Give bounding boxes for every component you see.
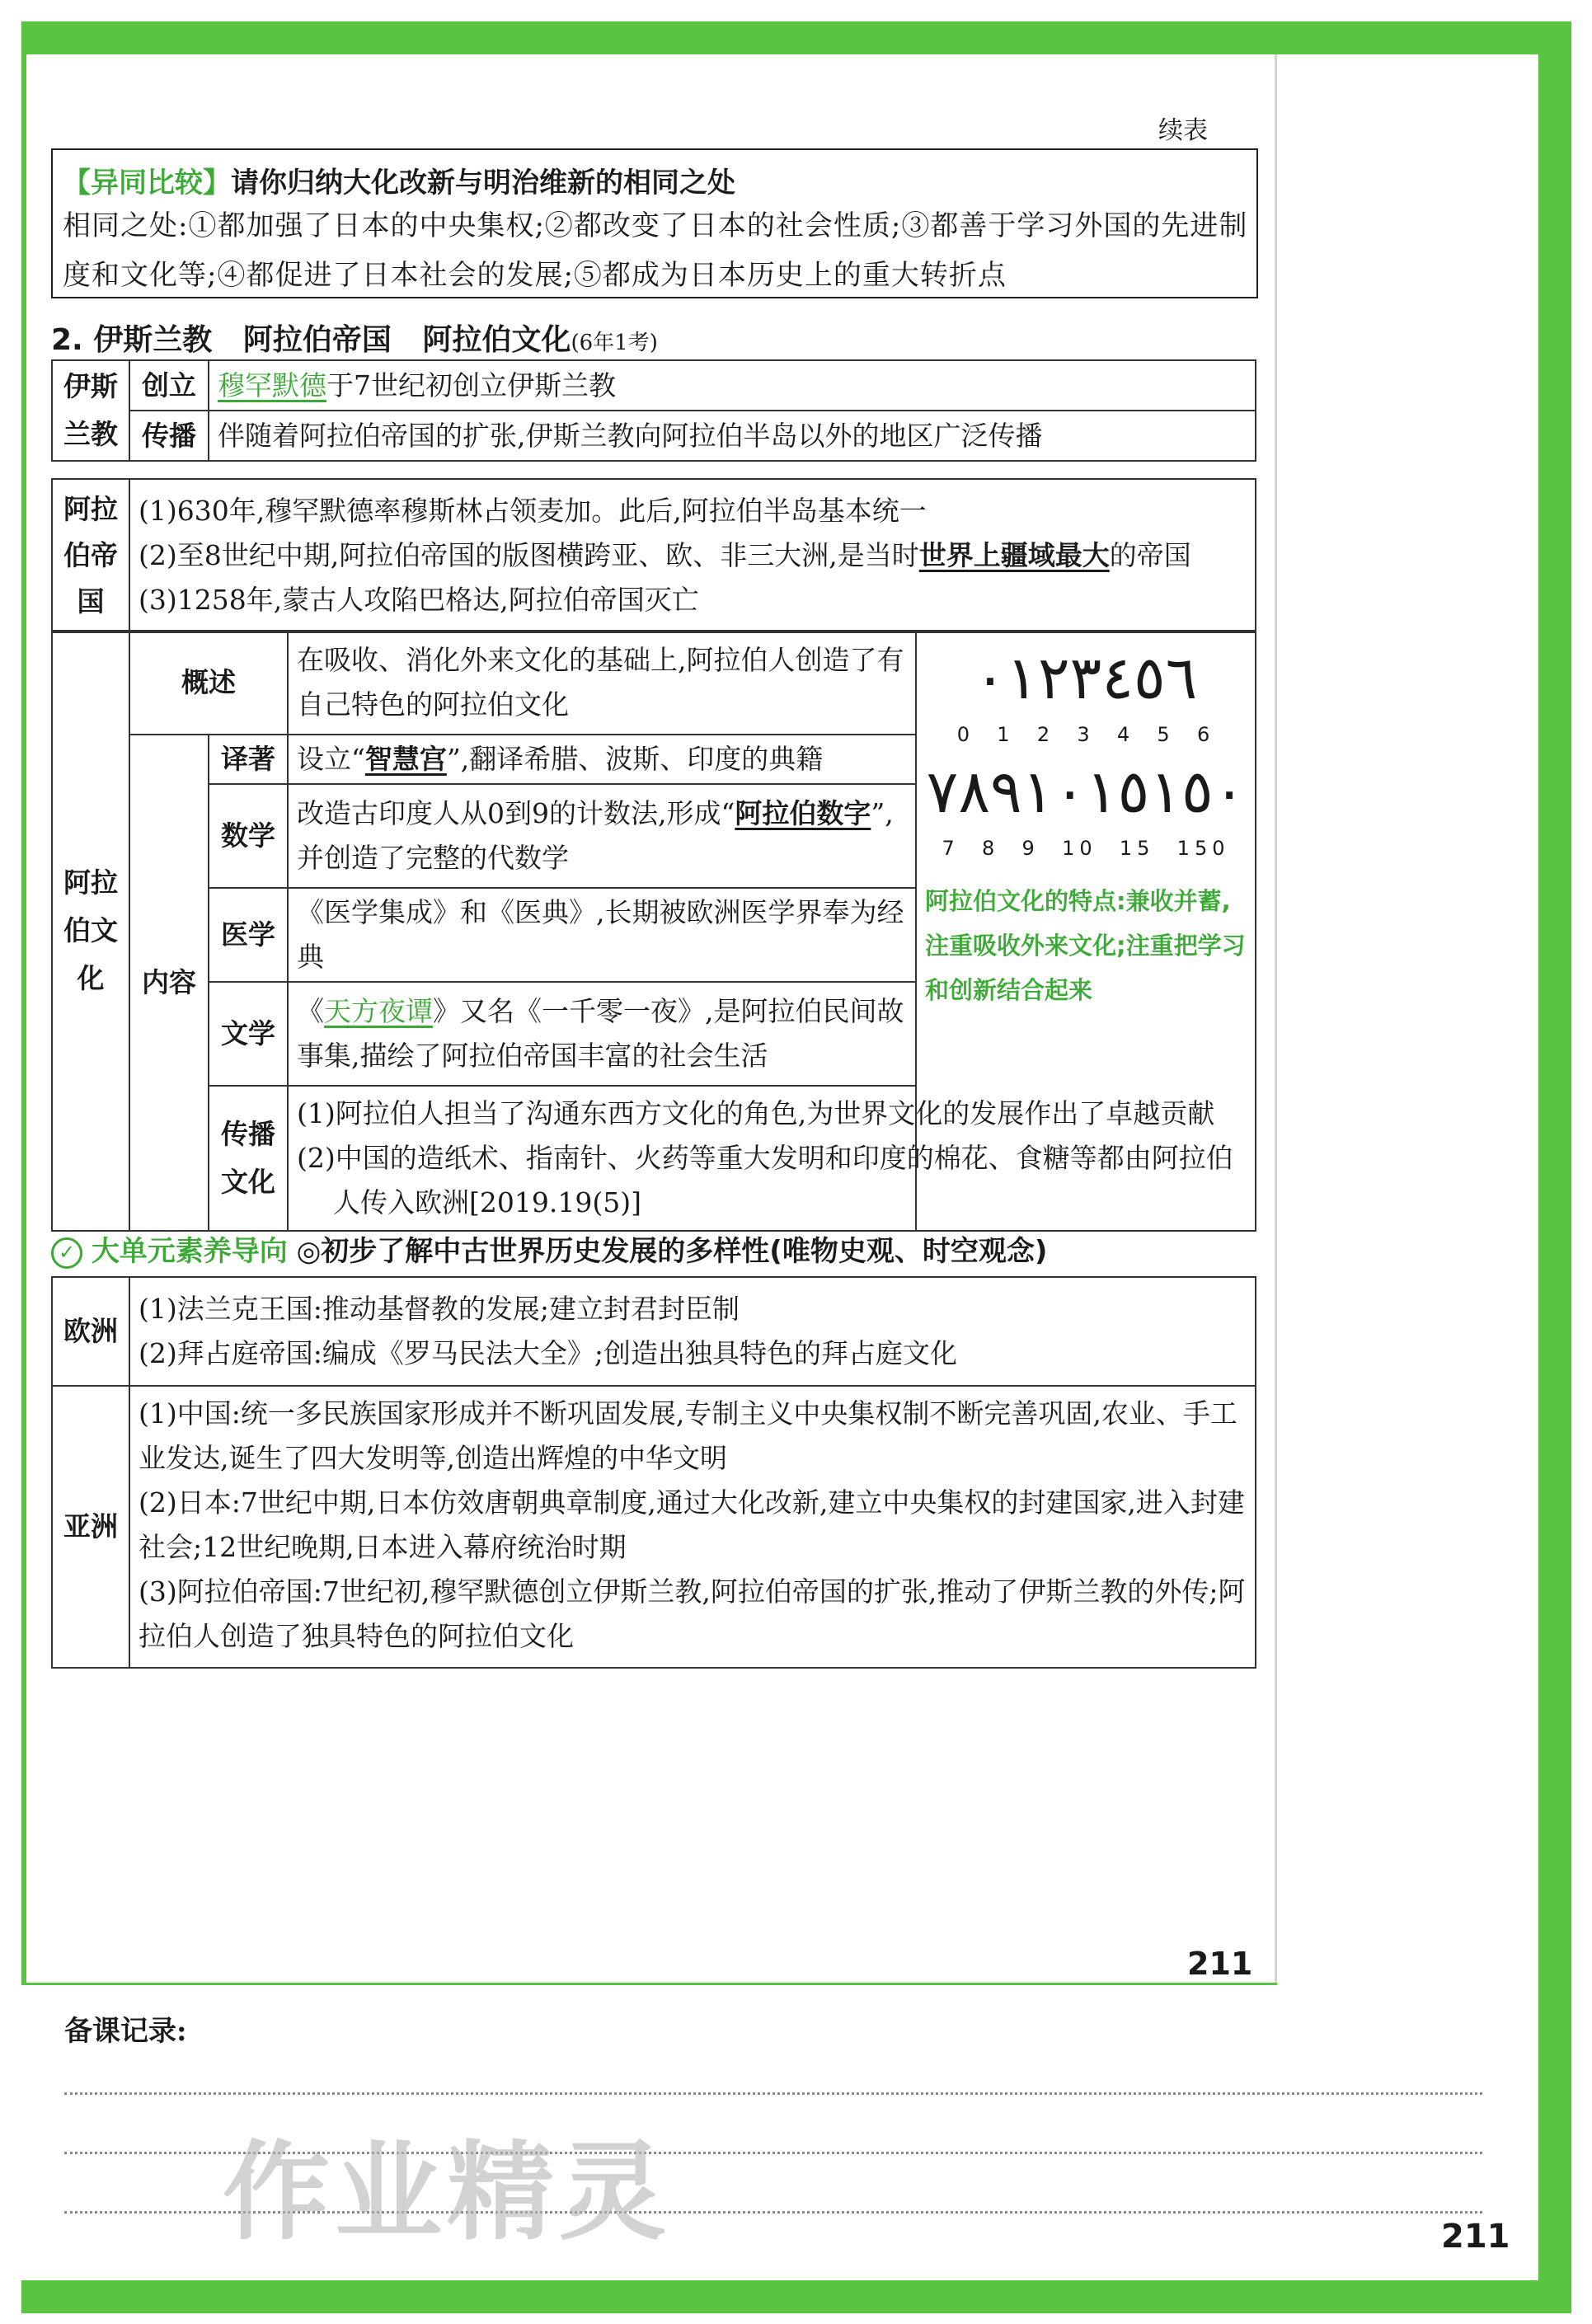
compare-question-text: 请你归纳大化改新与明治维新的相同之处	[231, 167, 735, 200]
continued-label: 续表	[1158, 116, 1208, 145]
literature-label: 文学	[209, 982, 288, 1086]
spread-label: 传播	[129, 411, 209, 461]
section-title	[51, 317, 658, 359]
math-post: ”,并创造了完整的代数学	[297, 797, 894, 874]
founding-text: 于7世纪初创立伊斯兰教	[326, 369, 616, 401]
exam-frequency: (6年1考)	[571, 331, 658, 355]
math-cell	[288, 784, 916, 888]
translation-pre: 设立“	[297, 743, 365, 775]
compare-tag: 【异同比较】	[63, 167, 231, 200]
spread-culture-1: (1)阿拉伯人担当了沟通东西方文化的角色,为世界文化的发展作出了卓越贡献	[297, 1097, 1215, 1129]
empire-item1: (1)630年,穆罕默德率穆斯林占领麦加。此后,阿拉伯半岛基本统一	[139, 495, 927, 527]
founding-cell	[209, 360, 1256, 411]
notes-line-1	[64, 2092, 1482, 2095]
translation-cell	[288, 735, 916, 784]
europe-item1: (1)法兰克王国:推动基督教的发展;建立封君封臣制	[139, 1293, 740, 1325]
overview-text: 在吸收、消化外来文化的基础上,阿拉伯人创造了有自己特色的阿拉伯文化	[288, 631, 916, 735]
green-frame-right	[1538, 21, 1571, 2313]
overview-label: 概述	[129, 631, 288, 735]
guide-tag: 大单元素养导向	[91, 1235, 288, 1268]
empire-table	[51, 478, 1256, 633]
founding-label: 创立	[129, 360, 209, 411]
translation-post: ”,翻译希腊、波斯、印度的典籍	[446, 743, 824, 775]
translation-label: 译著	[209, 735, 288, 784]
math-pre: 改造古印度人从0到9的计数法,形成“	[297, 797, 735, 829]
arabic-numerals-top: ٠١٢٣٤٥٦	[974, 643, 1198, 712]
math-label: 数学	[209, 784, 288, 888]
empire-item2-post: 的帝国	[1109, 539, 1191, 571]
watermark: 作业精灵	[223, 2129, 672, 2255]
section-title-text: 2. 伊斯兰教 阿拉伯帝国 阿拉伯文化	[51, 323, 571, 357]
asia-item1: (1)中国:统一多民族国家形成并不断巩固发展,专制主义中央集权制不断完善巩固,农业、手工业发达,诞生了四大发明等,创造出辉煌的中华文明	[139, 1397, 1237, 1474]
culture-table	[51, 630, 1256, 1232]
lesson-notes-title: 备课记录:	[64, 2015, 187, 2048]
asia-content	[129, 1386, 1256, 1668]
culture-label: 阿拉伯文化	[52, 631, 129, 1231]
compare-box	[51, 148, 1258, 298]
asia-item3: (3)阿拉伯帝国:7世纪初,穆罕默德创立伊斯兰教,阿拉伯帝国的扩张,推动了伊斯兰教的外传;阿拉伯人创造了独具特色的阿拉伯文化	[139, 1575, 1246, 1652]
islam-label: 伊斯兰教	[52, 360, 129, 461]
spread-culture-content	[288, 1086, 1256, 1231]
empire-content	[129, 479, 1256, 632]
compare-answer-line2: 度和文化等;④都促进了日本社会的发展;⑤都成为日本历史上的重大转折点	[63, 259, 1007, 292]
content-label: 内容	[129, 735, 209, 1231]
guide-text: ◎初步了解中古世界历史发展的多样性(唯物史观、时空观念)	[296, 1235, 1048, 1268]
translation-key: 智慧宫	[364, 743, 447, 775]
math-key: 阿拉伯数字	[735, 797, 871, 829]
arabic-numerals-bottom: ٧٨٩١٠١٥١٥٠	[926, 757, 1246, 826]
check-circle-icon: ✓	[51, 1237, 82, 1269]
europe-item2: (2)拜占庭帝国:编成《罗马民法大全》;创造出独具特色的拜占庭文化	[139, 1337, 957, 1369]
literature-cell: 《天方夜谭》又名《一千零一夜》,是阿拉伯民间故事集,描绘了阿拉伯帝国丰富的社会生活	[288, 982, 916, 1086]
spread-culture-label: 传播文化	[209, 1086, 288, 1231]
asia-label: 亚洲	[52, 1386, 129, 1668]
green-frame-top	[21, 21, 1571, 54]
medicine-label: 医学	[209, 888, 288, 982]
asia-item2: (2)日本:7世纪中期,日本仿效唐朝典章制度,通过大化改新,建立中央集权的封建国家,进入封建社会;12世纪晚期,日本进入幕府统治时期	[139, 1486, 1245, 1563]
islam-table	[51, 359, 1256, 462]
empire-item2-key: 世界上疆域最大	[918, 539, 1110, 571]
arabic-numerals-top-values: 0 1 2 3 4 5 6	[956, 723, 1215, 746]
green-frame-left	[21, 21, 26, 1984]
unit-guide	[51, 1228, 1047, 1269]
page-number-inner: 211	[1187, 1946, 1253, 1982]
empire-item2	[139, 533, 1247, 578]
content-right-border	[1275, 54, 1277, 1984]
empire-item3: (3)1258年,蒙古人攻陷巴格达,阿拉伯帝国灭亡	[139, 584, 699, 616]
page-number-outer: 211	[1441, 2218, 1510, 2256]
compare-answer-line1: 相同之处:①都加强了日本的中央集权;②都改变了日本的社会性质;③都善于学习外国的先进制	[63, 209, 1248, 242]
europe-content	[129, 1277, 1256, 1386]
europe-label: 欧洲	[52, 1277, 129, 1386]
spread-culture-2: (2)中国的造纸术、指南针、火药等重大发明和印度的棉花、食糖等都由阿拉伯人传入欧洲[2019.19(5)]	[297, 1142, 1233, 1218]
arabic-numerals-bottom-values: 7 8 9 10 15 150	[942, 837, 1230, 860]
spread-text: 伴随着阿拉伯帝国的扩张,伊斯兰教向阿拉伯半岛以外的地区广泛传播	[209, 411, 1256, 461]
empire-item2-pre: (2)至8世纪中期,阿拉伯帝国的版图横跨亚、欧、非三大洲,是当时	[139, 539, 919, 571]
content-bottom-border	[21, 1983, 1277, 1985]
regions-table	[51, 1276, 1256, 1669]
empire-label: 阿拉伯帝国	[52, 479, 129, 632]
founder-name: 穆罕默德	[218, 369, 326, 401]
medicine-text: 《医学集成》和《医典》,长期被欧洲医学界奉为经典	[288, 888, 916, 982]
culture-feature-note: 阿拉伯文化的特点:兼收并蓄,注重吸收外来文化;注重把学习和创新结合起来	[925, 887, 1246, 1004]
literature-key: 天方夜谭	[324, 995, 433, 1027]
green-frame-bottom	[21, 2280, 1571, 2313]
compare-question	[63, 160, 735, 200]
literature-text: 又名《一千零一夜》,是阿拉伯民间故事集,描绘了阿拉伯帝国丰富的社会生活	[297, 995, 904, 1072]
